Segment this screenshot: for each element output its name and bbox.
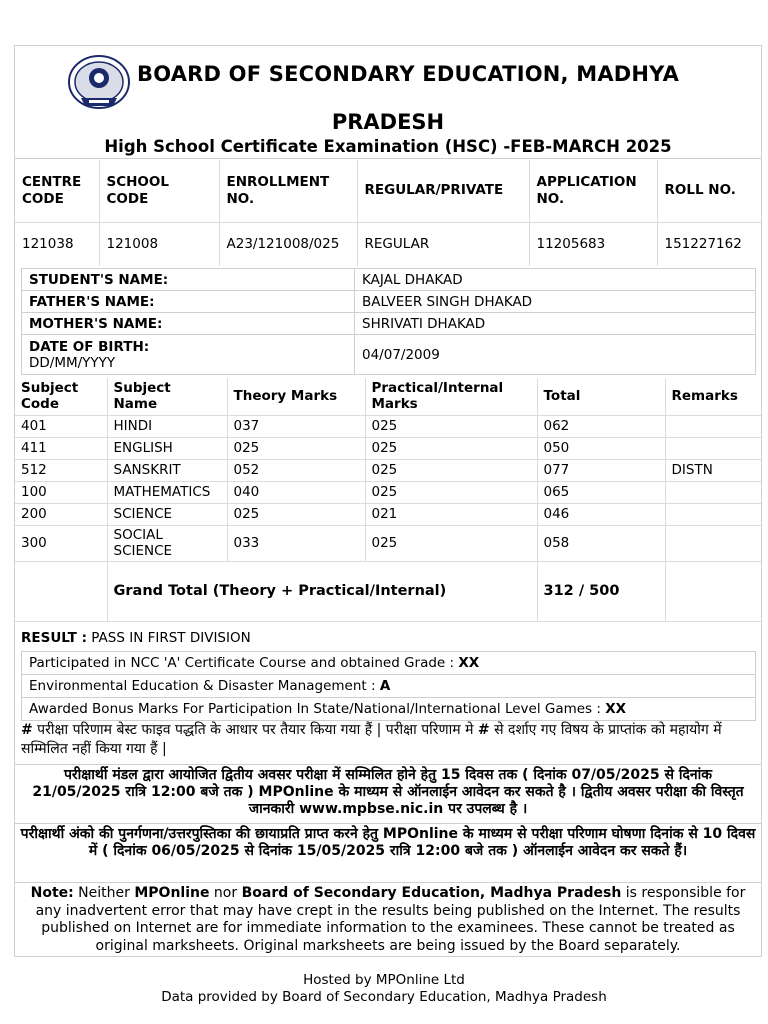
theory-marks: 040	[227, 481, 365, 503]
subject-remarks	[665, 503, 761, 525]
hosted-by: Hosted by MPOnline Ltd	[303, 972, 465, 988]
result-value: PASS IN FIRST DIVISION	[91, 630, 251, 646]
subject-name: MATHEMATICS	[107, 481, 227, 503]
practical-marks: 025	[365, 525, 537, 561]
col-theory-marks: Theory Marks	[227, 378, 365, 415]
best-five-note-text-2: से दर्शाए गए विषय के प्राप्तांक को महायोग में सम्मिलित नहीं किया गया हैं |	[21, 722, 722, 757]
grand-total-label: Grand Total (Theory + Practical/Internal)	[107, 561, 537, 621]
additional-info-table	[21, 651, 756, 721]
info-value-row	[15, 222, 761, 266]
exam-title: High School Certificate Examination (HSC) -FEB-MARCH 2025	[104, 137, 672, 156]
col-remarks: Remarks	[665, 378, 761, 415]
subject-name: HINDI	[107, 415, 227, 437]
revaluation-notice: परीक्षार्थी अंको की पुनर्गणना/उत्तरपुस्तिका की छायाप्रति प्राप्त करने हेतु MPOnline के माध्यम से परीक्षा परिणाम घोषणा दिनांक से 10 दिवस में ( दिनांक 06/05/2025 से दिनांक 15/05/2025 रात्रि 12:00 बजे तक ) ऑनलाईन आवेदन कर सकते हैं।	[15, 823, 761, 882]
result-line	[21, 630, 756, 646]
subject-name: SANSKRIT	[107, 459, 227, 481]
board-emblem-icon	[67, 54, 131, 110]
result-label: RESULT :	[21, 630, 87, 646]
data-provided-by: Data provided by Board of Secondary Education, Madhya Pradesh	[161, 989, 607, 1005]
subject-name: SCIENCE	[107, 503, 227, 525]
best-five-note-text-1: परीक्षा परिणाम बेस्ट फाइव पद्धति के आधार पर तैयार किया गया हैं | परीक्षा परिणाम मे	[32, 722, 478, 738]
grand-total-row	[15, 561, 761, 621]
best-five-note	[21, 721, 756, 759]
practical-marks: 025	[365, 437, 537, 459]
hash-symbol: #	[21, 722, 33, 738]
subject-name: SOCIAL SCIENCE	[107, 525, 227, 561]
bonus-label: Awarded Bonus Marks For Participation In State/National/International Level Games :	[29, 701, 601, 717]
father-name-label: FATHER'S NAME:	[22, 291, 355, 313]
subject-total: 077	[537, 459, 665, 481]
dob-format: DD/MM/YYYY	[29, 354, 116, 371]
practical-marks: 025	[365, 481, 537, 503]
theory-marks: 033	[227, 525, 365, 561]
subject-code: 100	[15, 481, 107, 503]
subject-total: 065	[537, 481, 665, 503]
practical-marks: 025	[365, 459, 537, 481]
col-subject-name: Subject Name	[107, 378, 227, 415]
header-centre-code: CENTRE CODE	[15, 160, 99, 222]
board-name: Board of Secondary Education, Madhya Pradesh	[241, 885, 622, 901]
subject-code: 401	[15, 415, 107, 437]
grand-total-value: 312 / 500	[537, 561, 665, 621]
subject-code: 200	[15, 503, 107, 525]
subject-remarks	[665, 415, 761, 437]
table-row	[15, 459, 761, 481]
subject-name: ENGLISH	[107, 437, 227, 459]
bonus-row	[22, 698, 756, 721]
second-chance-notice: परीक्षार्थी मंडल द्वारा आयोजित द्वितीय अवसर परीक्षा में सम्मिलित होने हेतु 15 दिवस तक ( दिनांक 07/05/2025 से दिनांक 21/05/2025 रात्रि 12:00 बजे तक ) MPOnline के माध्यम से ऑनलाईन आवेदन कर सकते है । द्वितीय अवसर परीक्षा की विस्तृत जानकारी www.mpbse.nic.in पर उपलब्ध है ।	[15, 764, 761, 823]
dob-value: 04/07/2009	[355, 335, 756, 375]
marks-header-row	[15, 378, 761, 415]
info-header-row	[15, 160, 761, 222]
header-enrollment-no: ENROLLMENT NO.	[219, 160, 357, 222]
mother-name-value: SHRIVATI DHAKAD	[355, 313, 756, 335]
enrollment-no-value: A23/121008/025	[219, 222, 357, 266]
application-no-value: 11205683	[529, 222, 657, 266]
subject-total: 046	[537, 503, 665, 525]
student-name-row	[22, 269, 756, 291]
table-row	[15, 415, 761, 437]
subject-remarks	[665, 525, 761, 561]
theory-marks: 025	[227, 437, 365, 459]
subject-total: 058	[537, 525, 665, 561]
ncc-row	[22, 652, 756, 675]
practical-marks: 021	[365, 503, 537, 525]
table-row	[15, 503, 761, 525]
header-roll-no: ROLL NO.	[657, 160, 761, 222]
table-row	[15, 437, 761, 459]
student-name-label: STUDENT'S NAME:	[22, 269, 355, 291]
environment-label: Environmental Education & Disaster Management :	[29, 678, 376, 694]
header-application-no: APPLICATION NO.	[529, 160, 657, 222]
grand-total-remarks-spacer	[665, 561, 761, 621]
table-row	[15, 481, 761, 503]
subject-remarks	[665, 437, 761, 459]
theory-marks: 025	[227, 503, 365, 525]
subject-remarks	[665, 481, 761, 503]
environment-row	[22, 675, 756, 698]
result-header	[15, 46, 761, 159]
board-name-line1: BOARD OF SECONDARY EDUCATION, MADHYA	[137, 62, 680, 86]
environment-grade: A	[379, 678, 391, 694]
hash-symbol-inline: #	[477, 722, 490, 738]
mother-name-label: MOTHER'S NAME:	[22, 313, 355, 335]
bonus-cell	[22, 698, 756, 721]
centre-code-value: 121038	[15, 222, 99, 266]
disclaimer-text-2: nor	[209, 885, 242, 901]
student-name-value: KAJAL DHAKAD	[355, 269, 756, 291]
bonus-value: XX	[605, 701, 627, 717]
table-row	[15, 525, 761, 561]
mponline-name: MPOnline	[134, 885, 210, 901]
theory-marks: 052	[227, 459, 365, 481]
subject-code: 512	[15, 459, 107, 481]
board-name-line2: PRADESH	[331, 110, 445, 134]
student-details-table	[21, 268, 756, 375]
subject-total: 062	[537, 415, 665, 437]
disclaimer-note	[15, 882, 761, 957]
disclaimer-text-1: Neither	[73, 885, 135, 901]
header-regular-private: REGULAR/PRIVATE	[357, 160, 529, 222]
disclaimer-text-3: is responsible for any inadvertent error that may have crept in the results being published on the Internet. The results published on Internet are for immediate information to the examinees. These cannot be treated as original marksheets. Original marksheets are being issued by the Board separately.	[35, 885, 746, 954]
header-school-code: SCHOOL CODE	[99, 160, 219, 222]
grand-total-spacer	[15, 561, 107, 621]
dob-row	[22, 335, 756, 375]
school-code-value: 121008	[99, 222, 219, 266]
dob-label: DATE OF BIRTH: DD/MM/YYYY	[22, 335, 355, 375]
roll-no-value: 151227162	[664, 236, 742, 253]
mother-name-row	[22, 313, 756, 335]
subject-code: 411	[15, 437, 107, 459]
note-label: Note:	[30, 885, 74, 901]
father-name-row	[22, 291, 756, 313]
ncc-cell	[22, 652, 756, 675]
practical-marks: 025	[365, 415, 537, 437]
candidate-info-table	[15, 160, 761, 266]
ncc-label: Participated in NCC 'A' Certificate Course and obtained Grade :	[29, 655, 455, 671]
page-footer	[0, 972, 768, 1006]
col-subject-code: Subject Code	[15, 378, 107, 415]
subject-remarks: DISTN	[665, 459, 761, 481]
environment-cell	[22, 675, 756, 698]
col-total: Total	[537, 378, 665, 415]
subject-total: 050	[537, 437, 665, 459]
regular-private-value: REGULAR	[357, 222, 529, 266]
theory-marks: 037	[227, 415, 365, 437]
father-name-value: BALVEER SINGH DHAKAD	[355, 291, 756, 313]
subject-code: 300	[15, 525, 107, 561]
result-sheet	[14, 45, 762, 957]
ncc-grade: XX	[458, 655, 480, 671]
marks-table	[15, 378, 761, 622]
col-practical-marks: Practical/Internal Marks	[365, 378, 537, 415]
